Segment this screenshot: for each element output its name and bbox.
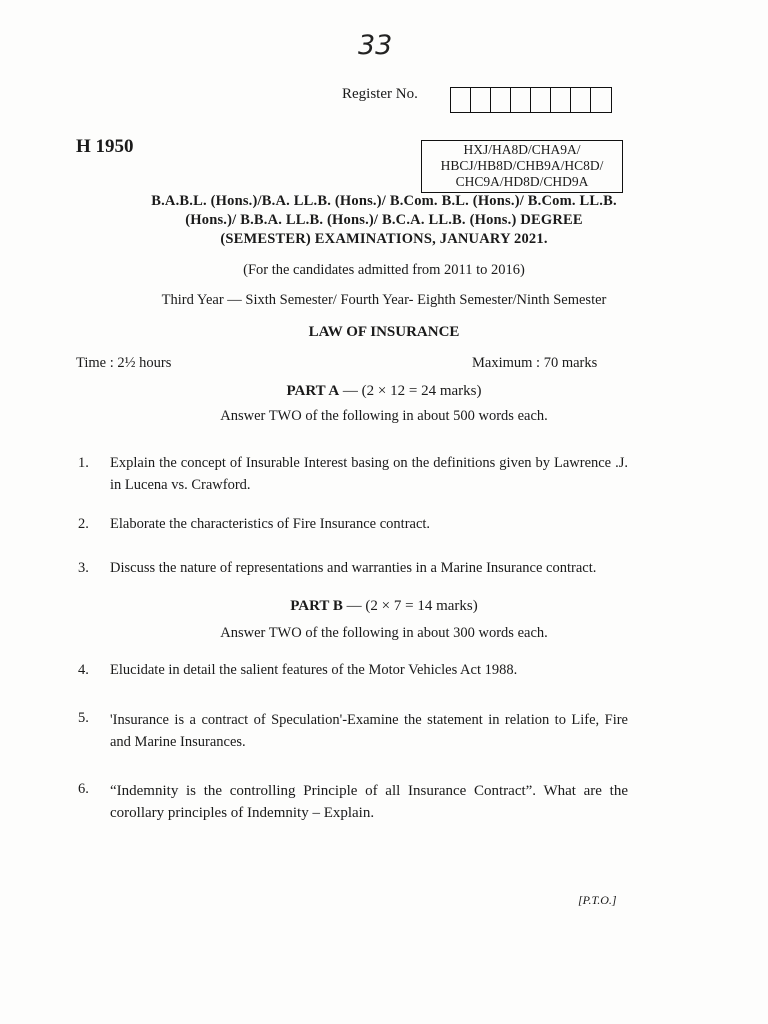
maximum-marks: Maximum : 70 marks (472, 355, 598, 371)
question-text: Elaborate the characteristics of Fire Insurance contract. (110, 516, 431, 532)
subject-codes-box (421, 140, 623, 193)
question-text: Discuss the nature of representations and warranties in a Marine Insurance contract. (110, 560, 597, 576)
part-a-heading (0, 383, 768, 400)
question-number: 6. (78, 781, 89, 797)
question-text: Elucidate in detail the salient features of the Motor Vehicles Act 1988. (110, 662, 518, 678)
register-number-boxes (450, 87, 612, 113)
subject-title: LAW OF INSURANCE (308, 324, 460, 340)
register-digit-box (491, 88, 511, 112)
register-digit-box (551, 88, 571, 112)
semester-line: Third Year — Sixth Semester/ Fourth Year- Eighth Semester/Ninth Semester (161, 292, 607, 308)
register-digit-box (591, 88, 611, 112)
register-digit-box (451, 88, 471, 112)
register-digit-box (531, 88, 551, 112)
part-a-instruction: Answer TWO of the following in about 500 words each. (220, 408, 548, 424)
question-number: 2. (78, 516, 89, 532)
subject-code-line: HBCJ/HB8D/CHB9A/HC8D/ (440, 158, 604, 173)
part-b-marks: — (2 × 7 = 14 marks) (342, 598, 478, 614)
part-b-heading (0, 598, 768, 615)
subject-code-line: CHC9A/HD8D/CHD9A (455, 174, 589, 189)
exam-code: H 1950 (76, 136, 134, 157)
degree-line: B.A.B.L. (Hons.)/B.A. LL.B. (Hons.)/ B.Com. B.L. (Hons.)/ B.Com. LL.B. (151, 193, 617, 209)
register-digit-box (571, 88, 591, 112)
please-turn-over-note: [P.T.O.] (578, 893, 617, 907)
question-number: 5. (78, 710, 89, 726)
subject-code-line: HXJ/HA8D/CHA9A/ (463, 142, 581, 157)
admitted-note: (For the candidates admitted from 2011 to 2016) (243, 262, 525, 278)
part-b-title: PART B (290, 598, 343, 614)
question-text: “Indemnity is the controlling Principle of all Insurance Contract”. What are the corollary principles of Indemnity – Explain. (110, 783, 628, 821)
part-a-marks: — (2 × 12 = 24 marks) (339, 383, 482, 399)
register-digit-box (511, 88, 531, 112)
handwritten-page-number: 33 (358, 30, 393, 61)
register-number-label: Register No. (342, 86, 418, 102)
question-text: 'Insurance is a contract of Speculation'-Examine the statement in relation to Life, Fire and Marine Insurances. (110, 712, 628, 750)
question-number: 4. (78, 662, 89, 678)
register-digit-box (471, 88, 491, 112)
degree-line: (Hons.)/ B.B.A. LL.B. (Hons.)/ B.C.A. LL.B. (Hons.) DEGREE (185, 212, 583, 228)
question-text: Explain the concept of Insurable Interest basing on the definitions given by Lawrence .J. in Lucena vs. Crawford. (110, 455, 628, 493)
part-b-instruction: Answer TWO of the following in about 300 words each. (220, 625, 548, 641)
part-a-title: PART A (286, 383, 340, 399)
question-number: 1. (78, 455, 89, 471)
degree-line: (SEMESTER) EXAMINATIONS, JANUARY 2021. (220, 231, 548, 247)
question-number: 3. (78, 560, 89, 576)
time-allowed: Time : 2½ hours (76, 355, 172, 371)
